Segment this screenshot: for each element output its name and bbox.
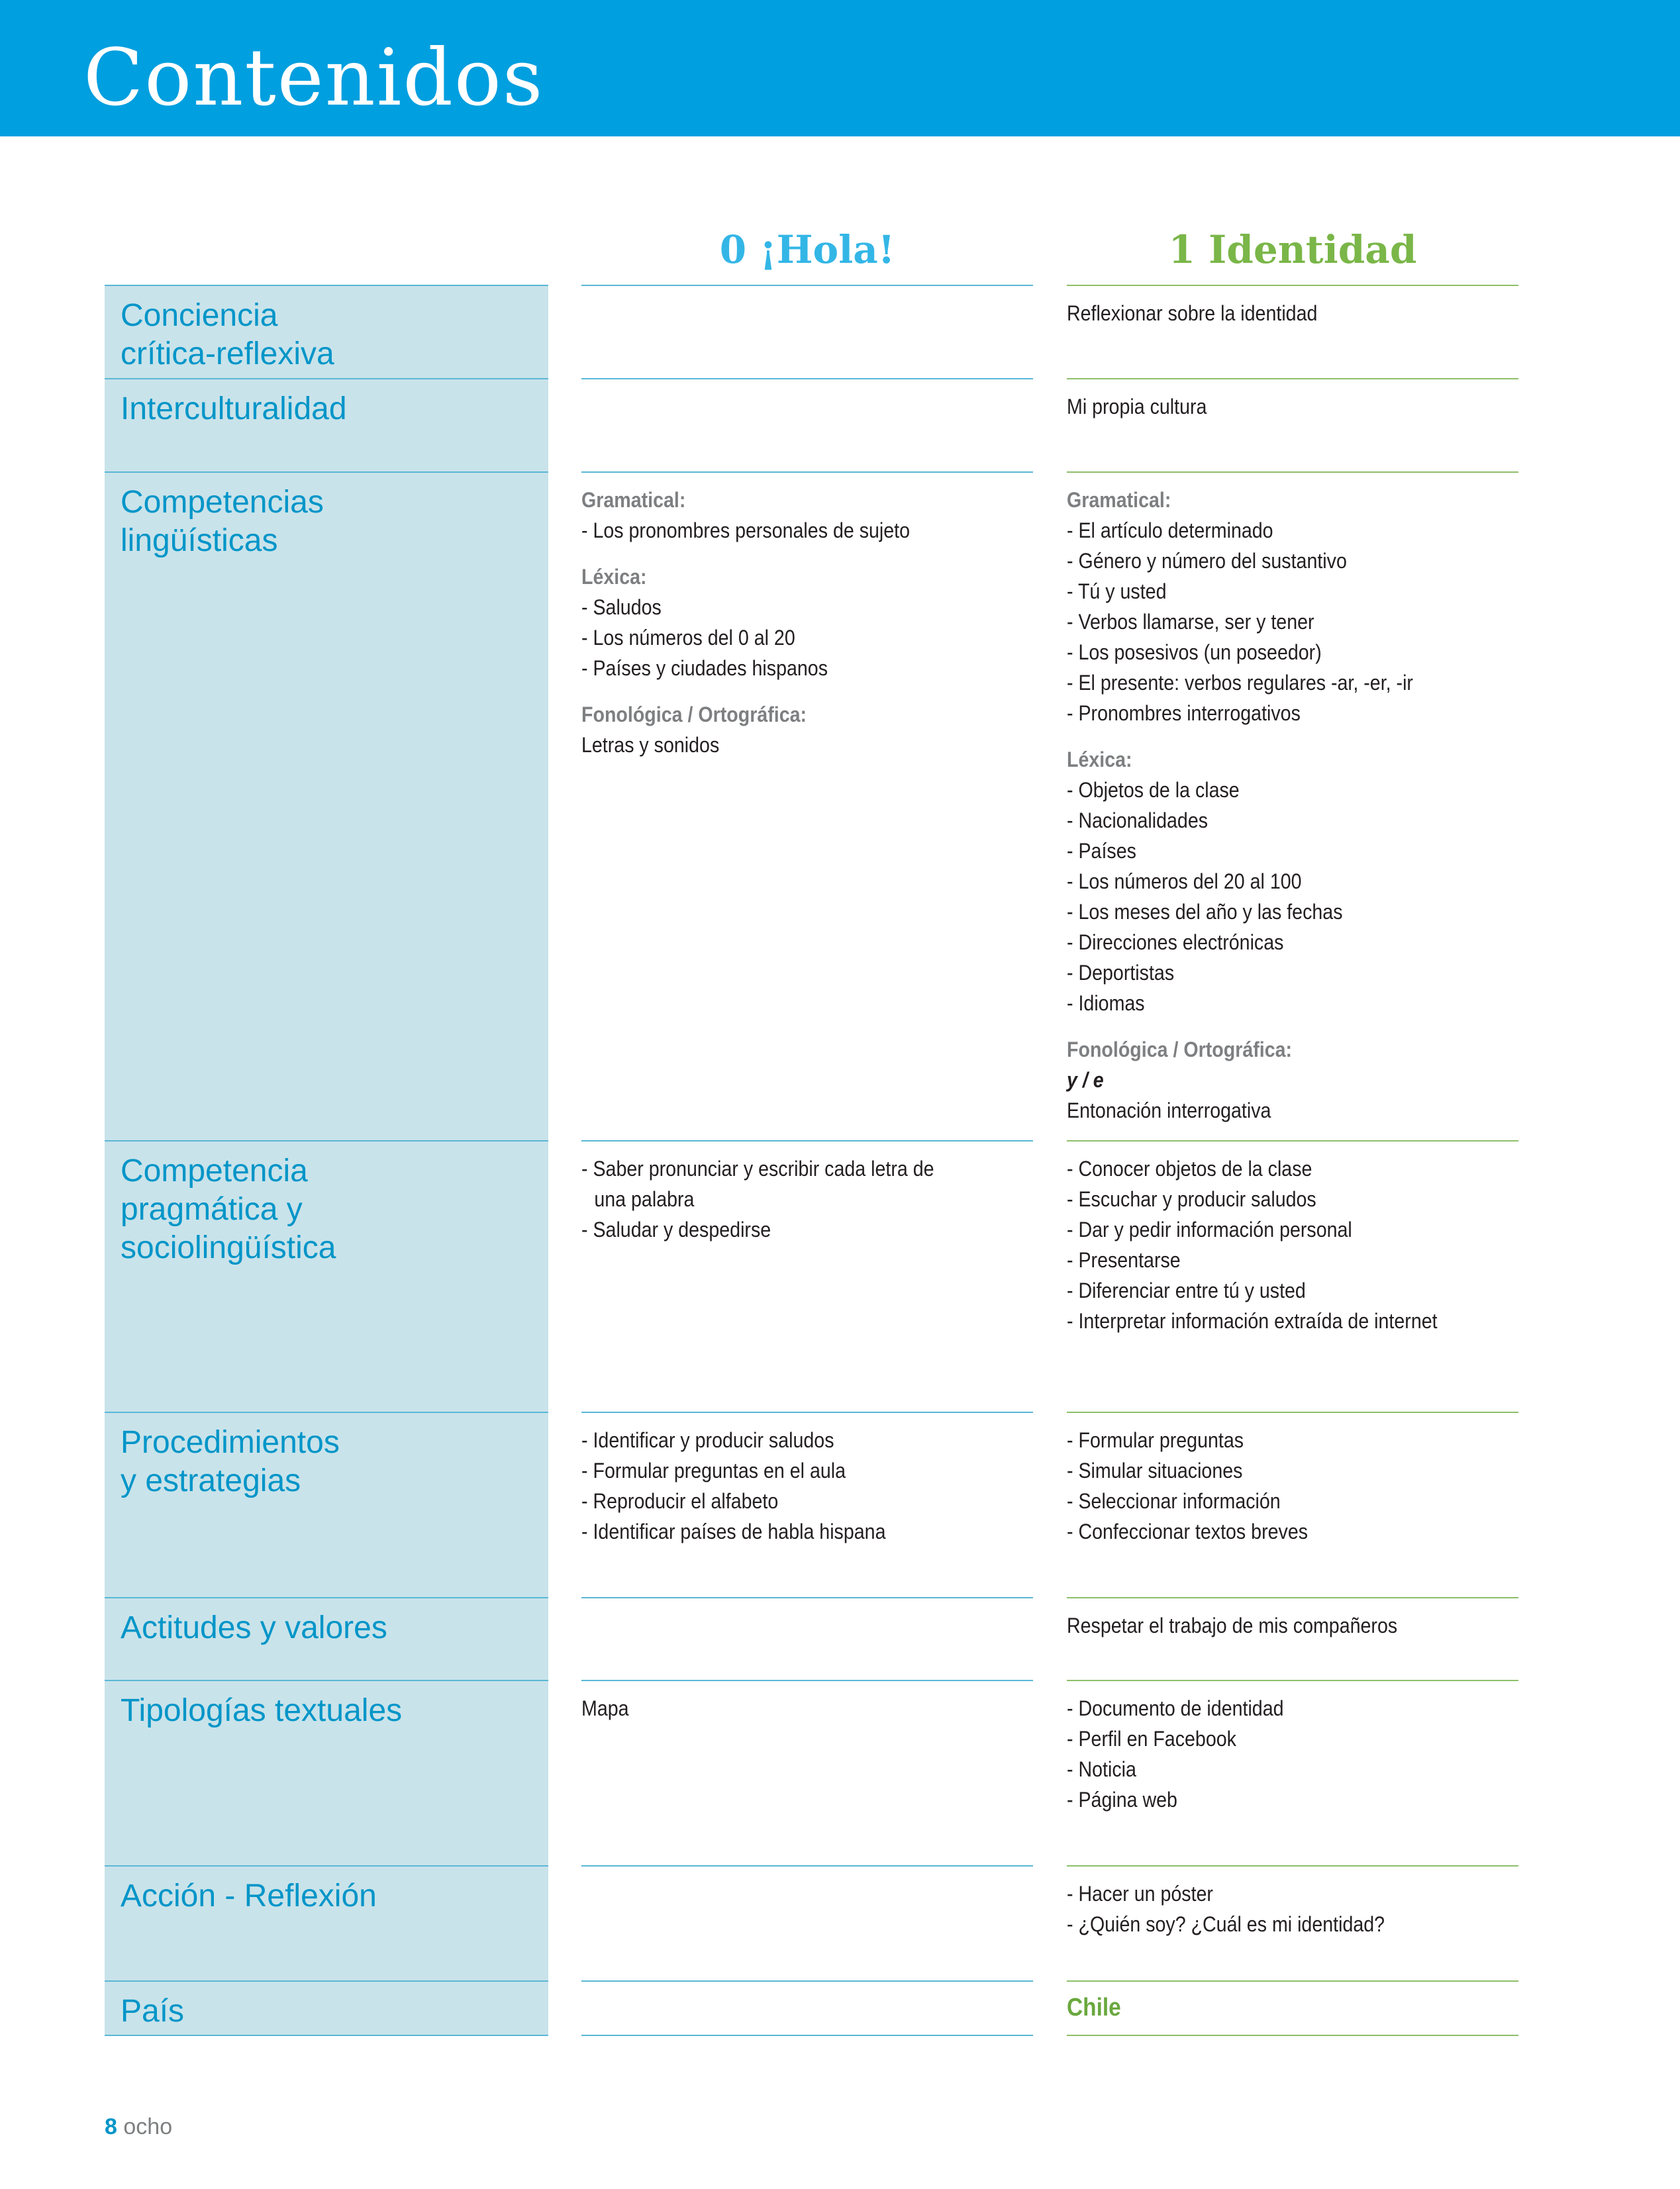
- list-item: - Direcciones electrónicas: [1067, 930, 1284, 954]
- cell-hola: [581, 378, 1033, 471]
- row-label: [105, 285, 548, 378]
- label-line: Competencia: [121, 1153, 308, 1189]
- cell-identidad: [1067, 378, 1518, 471]
- list-item: - Dar y pedir información personal: [1067, 1218, 1352, 1241]
- section-title: Fonológica / Ortográfica:: [581, 703, 807, 726]
- list-item: - Documento de identidad: [1067, 1696, 1284, 1720]
- cell-identidad: [1067, 1412, 1518, 1597]
- label-line: Competencias: [121, 485, 324, 520]
- list-item: Entonación interrogativa: [1067, 1098, 1271, 1122]
- section-title: Fonológica / Ortográfica:: [1067, 1038, 1293, 1061]
- list-item: - El presente: verbos regulares -ar, -er, -ir: [1067, 671, 1413, 695]
- cell-hola: [581, 1597, 1033, 1680]
- section-title: Gramatical:: [1067, 488, 1171, 512]
- label-line: País: [121, 1994, 185, 2029]
- row-competencia-pragmatica: [0, 1140, 1680, 1412]
- row-label: [105, 1412, 548, 1597]
- row-label: [105, 1140, 548, 1412]
- row-label: [105, 1597, 548, 1680]
- column-title: ¡Hola!: [760, 227, 895, 272]
- cell-identidad: [1067, 285, 1518, 378]
- list-item: - Identificar y producir saludos: [581, 1428, 834, 1452]
- cell-hola: [581, 1865, 1033, 1980]
- list-item: - Diferenciar entre tú y usted: [1067, 1279, 1306, 1302]
- list-item: - Tú y usted: [1067, 579, 1167, 603]
- section-title: Léxica:: [581, 565, 647, 589]
- cell-identidad: [1067, 1680, 1518, 1865]
- row-conciencia: [0, 285, 1680, 378]
- list-item: - Noticia: [1067, 1757, 1136, 1781]
- list-item: - Formular preguntas: [1067, 1428, 1244, 1452]
- cell-hola: [581, 471, 1033, 1140]
- list-item: - Los números del 0 al 20: [581, 626, 795, 650]
- label-line: Conciencia: [121, 298, 278, 333]
- list-item: una palabra: [594, 1187, 695, 1211]
- list-item: - Reproducir el alfabeto: [581, 1489, 779, 1513]
- cell-hola: [581, 285, 1033, 378]
- column-number: 1: [1168, 227, 1195, 272]
- label-line: sociolingüística: [121, 1230, 336, 1265]
- list-item: - Identificar países de habla hispana: [581, 1520, 886, 1543]
- list-item: - El artículo determinado: [1067, 518, 1273, 542]
- list-item: - Los meses del año y las fechas: [1067, 900, 1343, 924]
- list-item: - Formular preguntas en el aula: [581, 1459, 846, 1483]
- label-line: pragmática y: [121, 1192, 303, 1227]
- label-line: Procedimientos: [121, 1425, 340, 1460]
- row-label: [105, 1680, 548, 1865]
- list-item: - Interpretar información extraída de internet: [1067, 1309, 1438, 1333]
- label-line: crítica-reflexiva: [121, 336, 334, 371]
- column-heading-identidad: [1067, 227, 1518, 272]
- list-item: - Simular situaciones: [1067, 1459, 1243, 1483]
- page-number: 8: [105, 2114, 117, 2139]
- list-item: - Nacionalidades: [1067, 808, 1209, 832]
- cell-text: Mapa: [581, 1696, 629, 1720]
- cell-hola: [581, 1140, 1033, 1412]
- column-heading-hola: [581, 227, 1033, 272]
- list-item: - Escuchar y producir saludos: [1067, 1187, 1316, 1211]
- label-line: Interculturalidad: [121, 391, 347, 426]
- row-competencias-linguisticas: [0, 471, 1680, 1140]
- list-item: - Saludos: [581, 595, 662, 619]
- label-line: Actitudes y valores: [121, 1610, 387, 1645]
- label-line: y estrategias: [121, 1463, 301, 1498]
- label-line: Acción - Reflexión: [121, 1878, 377, 1914]
- cell-identidad: [1067, 1980, 1518, 2036]
- cell-text: Mi propia cultura: [1067, 395, 1207, 418]
- row-pais: [0, 1980, 1680, 2036]
- cell-identidad: [1067, 471, 1518, 1140]
- list-item: - Los pronombres personales de sujeto: [581, 518, 911, 542]
- list-item: - Deportistas: [1067, 961, 1175, 985]
- row-label: [105, 1980, 548, 2036]
- row-tipologias: [0, 1680, 1680, 1865]
- list-item: - ¿Quién soy? ¿Cuál es mi identidad?: [1067, 1912, 1385, 1936]
- label-line: lingüísticas: [121, 523, 278, 558]
- label-line: Tipologías textuales: [121, 1693, 403, 1728]
- row-label: [105, 471, 548, 1140]
- list-item: Letras y sonidos: [581, 733, 720, 757]
- row-procedimientos: [0, 1412, 1680, 1597]
- list-item: - Objetos de la clase: [1067, 778, 1240, 802]
- section-title: Léxica:: [1067, 748, 1132, 771]
- page-title: Contenidos: [83, 32, 544, 123]
- cell-hola: [581, 1680, 1033, 1865]
- list-item: - Hacer un póster: [1067, 1882, 1213, 1906]
- list-item: - Género y número del sustantivo: [1067, 549, 1347, 573]
- column-title: Identidad: [1209, 227, 1417, 272]
- section-title: Gramatical:: [581, 488, 686, 512]
- country-name: Chile: [1067, 1994, 1121, 2021]
- cell-hola: [581, 1412, 1033, 1597]
- page-footer: [105, 2114, 172, 2140]
- list-item: - Los posesivos (un poseedor): [1067, 640, 1322, 664]
- cell-identidad: [1067, 1597, 1518, 1680]
- list-item: - Verbos llamarse, ser y tener: [1067, 610, 1314, 634]
- list-item: - Saber pronunciar y escribir cada letra de: [581, 1157, 934, 1181]
- list-item: - Perfil en Facebook: [1067, 1727, 1236, 1751]
- list-item: - Seleccionar información: [1067, 1489, 1281, 1513]
- list-item: - Idiomas: [1067, 991, 1145, 1015]
- row-label: [105, 378, 548, 471]
- list-item: - Los números del 20 al 100: [1067, 869, 1302, 893]
- list-item: - Confeccionar textos breves: [1067, 1520, 1309, 1543]
- list-item: - Saludar y despedirse: [581, 1218, 771, 1241]
- cell-identidad: [1067, 1865, 1518, 1980]
- cell-text: Respetar el trabajo de mis compañeros: [1067, 1614, 1398, 1637]
- row-actitudes: [0, 1597, 1680, 1680]
- list-item: - Conocer objetos de la clase: [1067, 1157, 1312, 1181]
- list-item: - Países y ciudades hispanos: [581, 656, 828, 680]
- list-item: - Pronombres interrogativos: [1067, 701, 1301, 725]
- row-label: [105, 1865, 548, 1980]
- cell-identidad: [1067, 1140, 1518, 1412]
- list-item: - Página web: [1067, 1788, 1177, 1812]
- row-accion-reflexion: [0, 1865, 1680, 1980]
- cell-hola: [581, 1980, 1033, 2036]
- page-word: ocho: [123, 2114, 173, 2139]
- list-item: - Países: [1067, 839, 1136, 863]
- cell-text: Reflexionar sobre la identidad: [1067, 301, 1318, 325]
- row-interculturalidad: [0, 378, 1680, 471]
- page-header: [0, 0, 1680, 136]
- list-item: y / e: [1067, 1068, 1104, 1092]
- column-number: 0: [719, 227, 747, 272]
- list-item: - Presentarse: [1067, 1248, 1181, 1272]
